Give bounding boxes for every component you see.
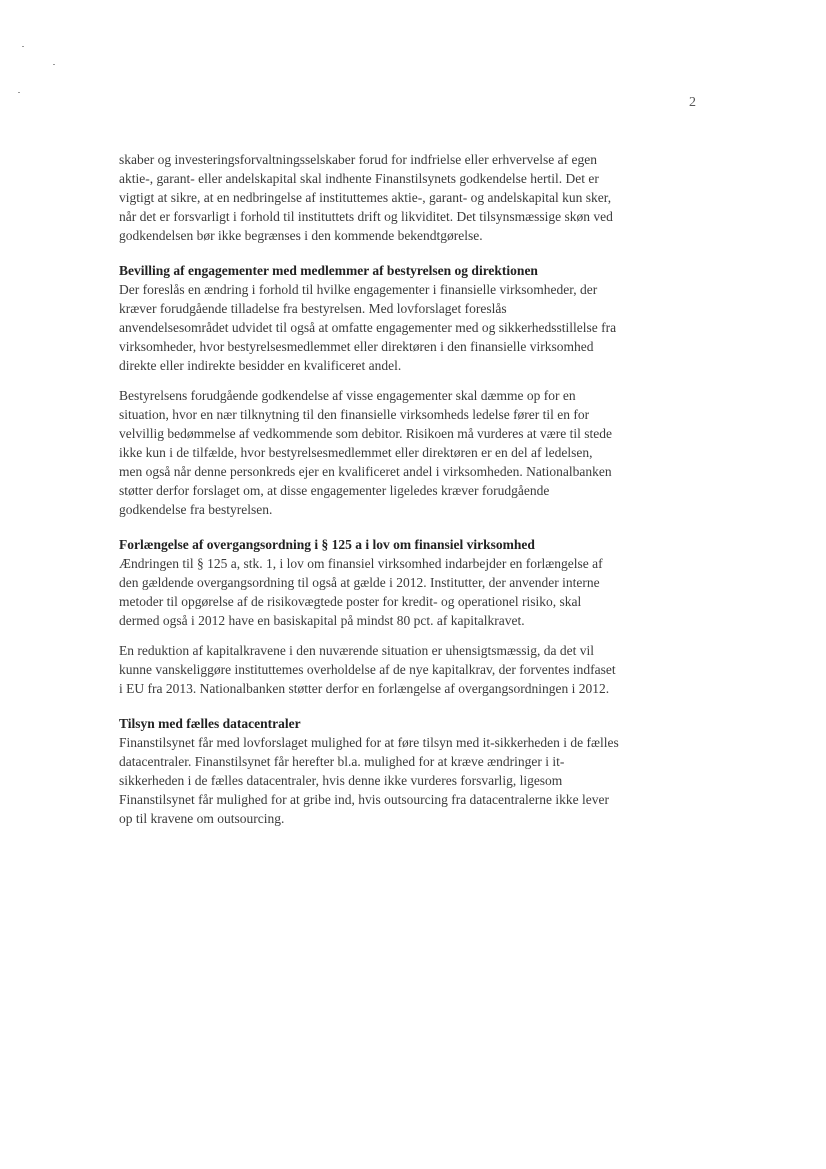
section-heading: Forlængelse af overgangsordning i § 125 a i lov om finansiel virksomhed	[119, 537, 535, 552]
section-intro	[119, 150, 619, 245]
paragraph: Bestyrelsens forudgående godkendelse af visse engagementer skal dæmme op for en situation, hvor en nær tilknytning til den finansielle virksomheds ledelse fører til en for velvillig bedømmelse af vedkommende som debitor. Risikoen må vurderes at være til stede ikke kun i de tilfælde, hvor bestyrelsesmedlemmet eller direktøren er en del af ledelsen, men også når denne personkreds ejer en kvalificeret andel i virksomheden. Nationalbanken støtter derfor forslaget om, at disse engagementer ligeledes kræver forudgående godkendelse fra bestyrelsen.	[119, 388, 613, 517]
scan-speck	[18, 92, 20, 93]
section-tilsyn	[119, 714, 619, 828]
scan-speck	[53, 64, 55, 65]
section-forlaengelse	[119, 535, 619, 698]
section-heading: Bevilling af engagementer med medlemmer af bestyrelsen og direktionen	[119, 263, 538, 278]
section-heading: Tilsyn med fælles datacentraler	[119, 716, 301, 731]
paragraph: Finanstilsynet får med lovforslaget mulighed for at føre tilsyn med it-sikkerheden i de fælles datacentraler. Finanstilsynet får herefter bl.a. mulighed for at kræve ændringer i it-sikkerheden i de fælles datacentraler, hvis denne ikke vurderes forsvarlig, ligesom Finanstilsynet får mulighed for at gribe ind, hvis outsourcing fra datacentralerne ikke lever op til kravene om outsourcing.	[119, 735, 619, 826]
page-number: 2	[689, 95, 696, 110]
document-body	[119, 150, 619, 839]
paragraph: Ændringen til § 125 a, stk. 1, i lov om finansiel virksomhed indarbejder en forlængelse af den gældende overgangsordning til også at gælde i 2012. Institutter, der anvender interne metoder til opgørelse af de risikovægtede poster for kredit- og operationel risiko, skal dermed også i 2012 have en basiskapital på mindst 80 pct. af kapitalkravet.	[119, 556, 603, 628]
paragraph: Der foreslås en ændring i forhold til hvilke engagementer i finansielle virksomheder, der kræver forudgående tilladelse fra bestyrelsen. Med lovforslaget foreslås anvendelsesområdet udvidet til også at omfatte engagementer med og sikkerhedsstillelse fra virksomheder, hvor bestyrelsesmedlemmet eller direktøren i den finansielle virksomhed direkte eller indirekte besidder en kvalificeret andel.	[119, 282, 617, 373]
section-bevilling	[119, 261, 619, 519]
scan-speck	[22, 46, 24, 47]
paragraph: skaber og investeringsforvaltningsselskaber forud for indfrielse eller erhvervelse af egen aktie-, garant- eller andelskapital skal indhente Finanstilsynets godkendelse hertil. Det er vigtigt at sikre, at en nedbringelse af instituttemes aktie-, garant- og andelskapital kun sker, når det er forsvarligt i forhold til instituttets drift og likviditet. Det tilsynsmæssige skøn ved godkendelsen bør ikke begrænses i den kommende bekendtgørelse.	[119, 152, 613, 243]
paragraph: En reduktion af kapitalkravene i den nuværende situation er uhensigtsmæssig, da det vil kunne vanskeliggøre instituttemes overholdelse af de nye kapitalkrav, der forventes indfaset i EU fra 2013. Nationalbanken støtter derfor en forlængelse af overgangsordningen i 2012.	[119, 643, 616, 696]
